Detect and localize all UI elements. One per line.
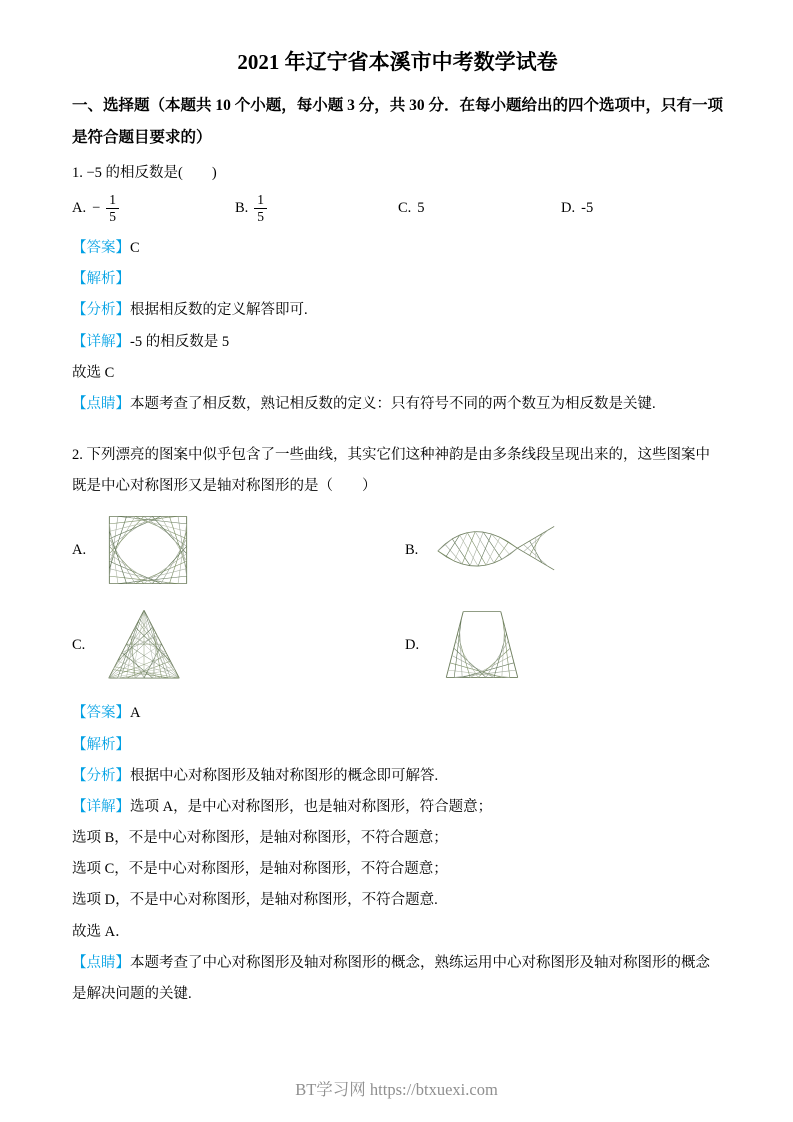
fraction-numerator: 1 [257, 191, 265, 207]
q1-note-line [72, 389, 723, 420]
q2-fenxi-line [72, 761, 723, 792]
q2-analysis-header [72, 730, 723, 761]
q1-option-d [561, 200, 593, 217]
q2-conclusion: 故选 A． [72, 923, 130, 940]
note-tag: 【点睛】 [72, 395, 130, 412]
detail-text: 选项 A，是中心对称图形，也是轴对称图形，符合题意； [130, 798, 493, 815]
q2-detail-line-c: 选项 C，不是中心对称图形，是轴对称图形，不符合题意； [72, 861, 448, 878]
answer-tag: 【答案】 [72, 705, 130, 722]
question-1-options [72, 192, 723, 225]
detail-tag: 【详解】 [72, 333, 130, 350]
q1-option-a [72, 192, 235, 225]
fraction-a [106, 192, 119, 225]
note-text: 本题考查了相反数，熟记相反数的定义：只有符号不同的两个数互为相反数是关键. [130, 395, 656, 412]
q2-option-c [72, 606, 405, 684]
question-2-options [72, 510, 723, 684]
answer-value: A [130, 705, 141, 722]
option-a-label: A. [72, 541, 87, 558]
option-b-label: B. [235, 199, 249, 216]
option-b-label: B. [405, 541, 419, 558]
option-a-label: A. [72, 199, 87, 216]
q1-fenxi-line [72, 295, 723, 326]
q2-answer-line [72, 698, 723, 729]
q1-option-b [235, 192, 398, 225]
fraction-b [254, 192, 267, 225]
fraction-numerator: 1 [109, 191, 117, 207]
option-c-label: C. [398, 199, 412, 216]
option-c-value: 5 [417, 199, 425, 216]
note-text: 本题考查了中心对称图形及轴对称图形的概念，熟练运用中心对称图形及轴对称图形的概念是解决问题的关键. [72, 954, 710, 1002]
q2-option-a [72, 510, 405, 590]
detail-text: -5 的相反数是 5 [130, 333, 230, 350]
q1-analysis-header [72, 264, 723, 295]
note-tag: 【点睛】 [72, 954, 130, 971]
question-2-stem: 2. 下列漂亮的图案中似乎包含了一些曲线，其实它们这种神韵是由多条线段呈现出来的，这些图案中既是中心对称图形又是轴对称图形的是（ ） [72, 447, 710, 495]
string-art-fish-image [434, 521, 560, 579]
option-d-value: -5 [581, 199, 594, 216]
option-c-label: C. [72, 636, 86, 653]
q1-option-c [398, 200, 561, 217]
page-title: 2021 年辽宁省本溪市中考数学试卷 [237, 50, 558, 74]
q2-note-line [72, 948, 723, 1010]
q2-option-b [405, 510, 723, 590]
q2-option-d [405, 606, 723, 684]
q2-detail-line-a [72, 792, 723, 823]
string-art-arch-image [435, 607, 529, 683]
detail-tag: 【详解】 [72, 798, 130, 815]
option-d-label: D. [561, 199, 576, 216]
answer-tag: 【答案】 [72, 240, 130, 257]
analysis-tag: 【解析】 [72, 271, 130, 288]
fenxi-tag: 【分析】 [72, 767, 130, 784]
string-art-square-image [102, 510, 194, 590]
fenxi-text: 根据中心对称图形及轴对称图形的概念即可解答. [130, 767, 439, 784]
q1-conclusion: 故选 C [72, 364, 115, 381]
answer-value: C [130, 240, 140, 257]
fraction-denominator: 5 [106, 208, 119, 225]
option-d-label: D. [405, 636, 420, 653]
analysis-tag: 【解析】 [72, 736, 130, 753]
fraction-denominator: 5 [254, 208, 267, 225]
q1-detail-line [72, 327, 723, 358]
q2-detail-line-d: 选项 D，不是中心对称图形，是轴对称图形，不符合题意. [72, 892, 438, 909]
fenxi-tag: 【分析】 [72, 302, 130, 319]
watermark-footer: BT学习网 https://btxuexi.com [295, 1080, 498, 1099]
section-heading: 一、选择题（本题共 10 个小题，每小题 3 分，共 30 分．在每小题给出的四个选项中，只有一项是符合题目要求的） [72, 97, 724, 146]
q2-detail-line-b: 选项 B，不是中心对称图形，是轴对称图形，不符合题意； [72, 830, 448, 847]
question-1-stem: 1. −5 的相反数是( ) [72, 164, 217, 181]
string-art-triangle-image [101, 606, 187, 684]
q1-answer-line [72, 233, 723, 264]
minus-sign: − [92, 199, 101, 216]
fenxi-text: 根据相反数的定义解答即可. [130, 302, 308, 319]
